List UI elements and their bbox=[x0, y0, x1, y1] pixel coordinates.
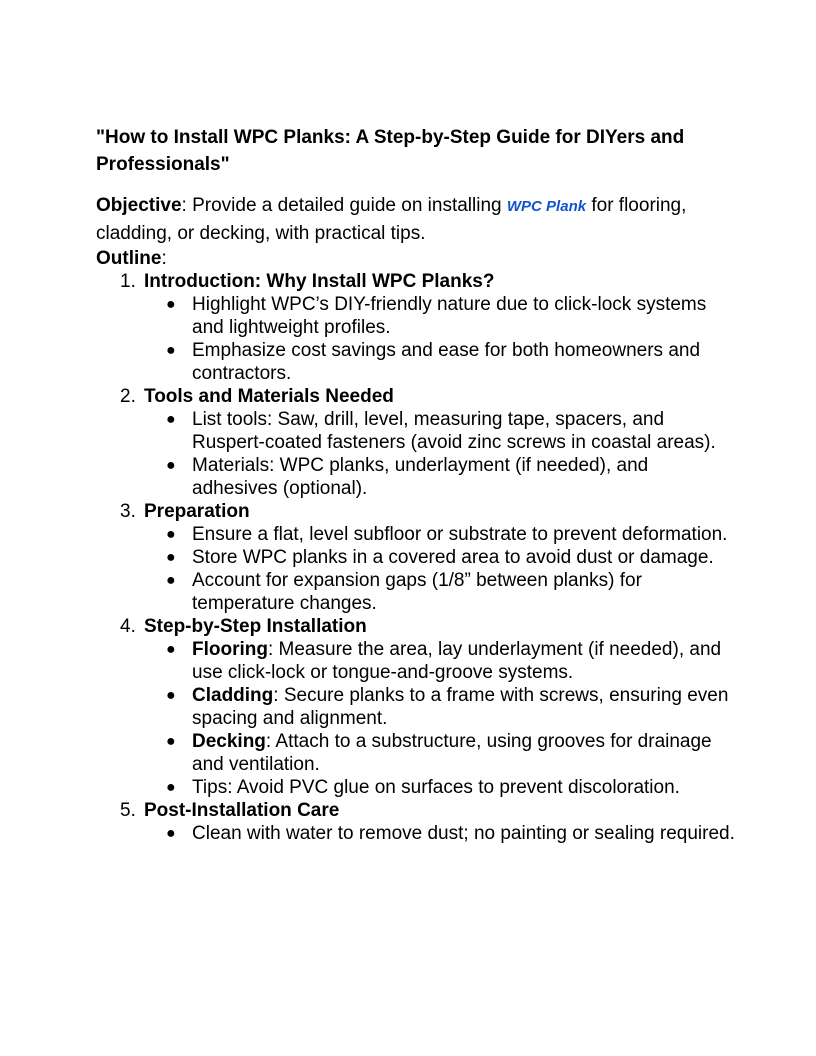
bullet-dot-icon: ● bbox=[166, 549, 176, 566]
outline-section bbox=[96, 385, 736, 500]
bullet-item bbox=[144, 730, 736, 776]
bullet-item bbox=[144, 454, 736, 500]
bullet-item bbox=[144, 408, 736, 454]
bullet-item bbox=[144, 684, 736, 730]
outline-heading bbox=[96, 247, 736, 270]
objective-text-after: for flooring, cladding, or decking, with practical tips. bbox=[96, 195, 687, 244]
bullet-text: Emphasize cost savings and ease for both homeowners and contractors. bbox=[192, 340, 701, 384]
bullet-item bbox=[144, 822, 736, 845]
bullet-text: : Measure the area, lay underlayment (if needed), and use click-lock or tongue-and-groove systems. bbox=[192, 639, 722, 683]
bullet-list bbox=[144, 523, 736, 615]
bullet-bold-label: Flooring bbox=[192, 639, 268, 660]
section-heading: Step-by-Step Installation bbox=[144, 616, 367, 637]
bullet-text: Store WPC planks in a covered area to avoid dust or damage. bbox=[192, 547, 714, 568]
bullet-item bbox=[144, 776, 736, 799]
section-number: 5. bbox=[120, 800, 136, 821]
outline-list bbox=[96, 270, 736, 845]
bullet-dot-icon: ● bbox=[166, 687, 176, 704]
section-heading: Tools and Materials Needed bbox=[144, 386, 394, 407]
bullet-dot-icon: ● bbox=[166, 457, 176, 474]
bullet-dot-icon: ● bbox=[166, 733, 176, 750]
bullet-dot-icon: ● bbox=[166, 779, 176, 796]
bullet-list bbox=[144, 408, 736, 500]
section-heading: Preparation bbox=[144, 501, 250, 522]
bullet-text: Materials: WPC planks, underlayment (if needed), and adhesives (optional). bbox=[192, 455, 649, 499]
bullet-text: Tips: Avoid PVC glue on surfaces to prevent discoloration. bbox=[192, 777, 680, 798]
bullet-dot-icon: ● bbox=[166, 572, 176, 589]
bullet-bold-label: Decking bbox=[192, 731, 266, 752]
bullet-text: : Attach to a substructure, using grooves for drainage and ventilation. bbox=[192, 731, 712, 775]
outline-label: Outline bbox=[96, 248, 162, 269]
bullet-item bbox=[144, 523, 736, 546]
section-heading: Post-Installation Care bbox=[144, 800, 340, 821]
bullet-text: Account for expansion gaps (1/8” between planks) for temperature changes. bbox=[192, 570, 642, 614]
wpc-plank-link[interactable]: WPC Plank bbox=[506, 198, 587, 215]
document-title: "How to Install WPC Planks: A Step-by-Step Guide for DIYers and Professionals" bbox=[96, 127, 685, 175]
bullet-text: List tools: Saw, drill, level, measuring tape, spacers, and Ruspert-coated fasteners (avoid zinc screws in coastal areas). bbox=[192, 409, 716, 453]
section-number: 1. bbox=[120, 271, 136, 292]
bullet-text: Ensure a flat, level subfloor or substrate to prevent deformation. bbox=[192, 524, 728, 545]
section-number: 4. bbox=[120, 616, 136, 637]
outline-section bbox=[96, 615, 736, 799]
section-number: 2. bbox=[120, 386, 136, 407]
objective-label: Objective bbox=[96, 195, 182, 216]
outline-section bbox=[96, 500, 736, 615]
bullet-item bbox=[144, 339, 736, 385]
section-number: 3. bbox=[120, 501, 136, 522]
bullet-text: Clean with water to remove dust; no painting or sealing required. bbox=[192, 823, 735, 844]
outline-section bbox=[96, 270, 736, 385]
bullet-item bbox=[144, 638, 736, 684]
bullet-dot-icon: ● bbox=[166, 526, 176, 543]
bullet-item bbox=[144, 569, 736, 615]
bullet-item bbox=[144, 293, 736, 339]
bullet-list bbox=[144, 822, 736, 845]
outline-colon: : bbox=[161, 248, 167, 269]
bullet-dot-icon: ● bbox=[166, 825, 176, 842]
section-heading: Introduction: Why Install WPC Planks? bbox=[144, 271, 495, 292]
bullet-bold-label: Cladding bbox=[192, 685, 274, 706]
objective-text-before: : Provide a detailed guide on installing bbox=[181, 195, 507, 216]
bullet-dot-icon: ● bbox=[166, 342, 176, 359]
document-page bbox=[96, 124, 736, 845]
bullet-text: Highlight WPC’s DIY-friendly nature due to click-lock systems and lightweight profiles. bbox=[192, 294, 707, 338]
outline-section bbox=[96, 799, 736, 845]
bullet-list bbox=[144, 293, 736, 385]
bullet-list bbox=[144, 638, 736, 799]
bullet-dot-icon: ● bbox=[166, 641, 176, 658]
bullet-dot-icon: ● bbox=[166, 296, 176, 313]
bullet-item bbox=[144, 546, 736, 569]
objective-paragraph bbox=[96, 192, 736, 247]
bullet-dot-icon: ● bbox=[166, 411, 176, 428]
bullet-text: : Secure planks to a frame with screws, ensuring even spacing and alignment. bbox=[192, 685, 729, 729]
